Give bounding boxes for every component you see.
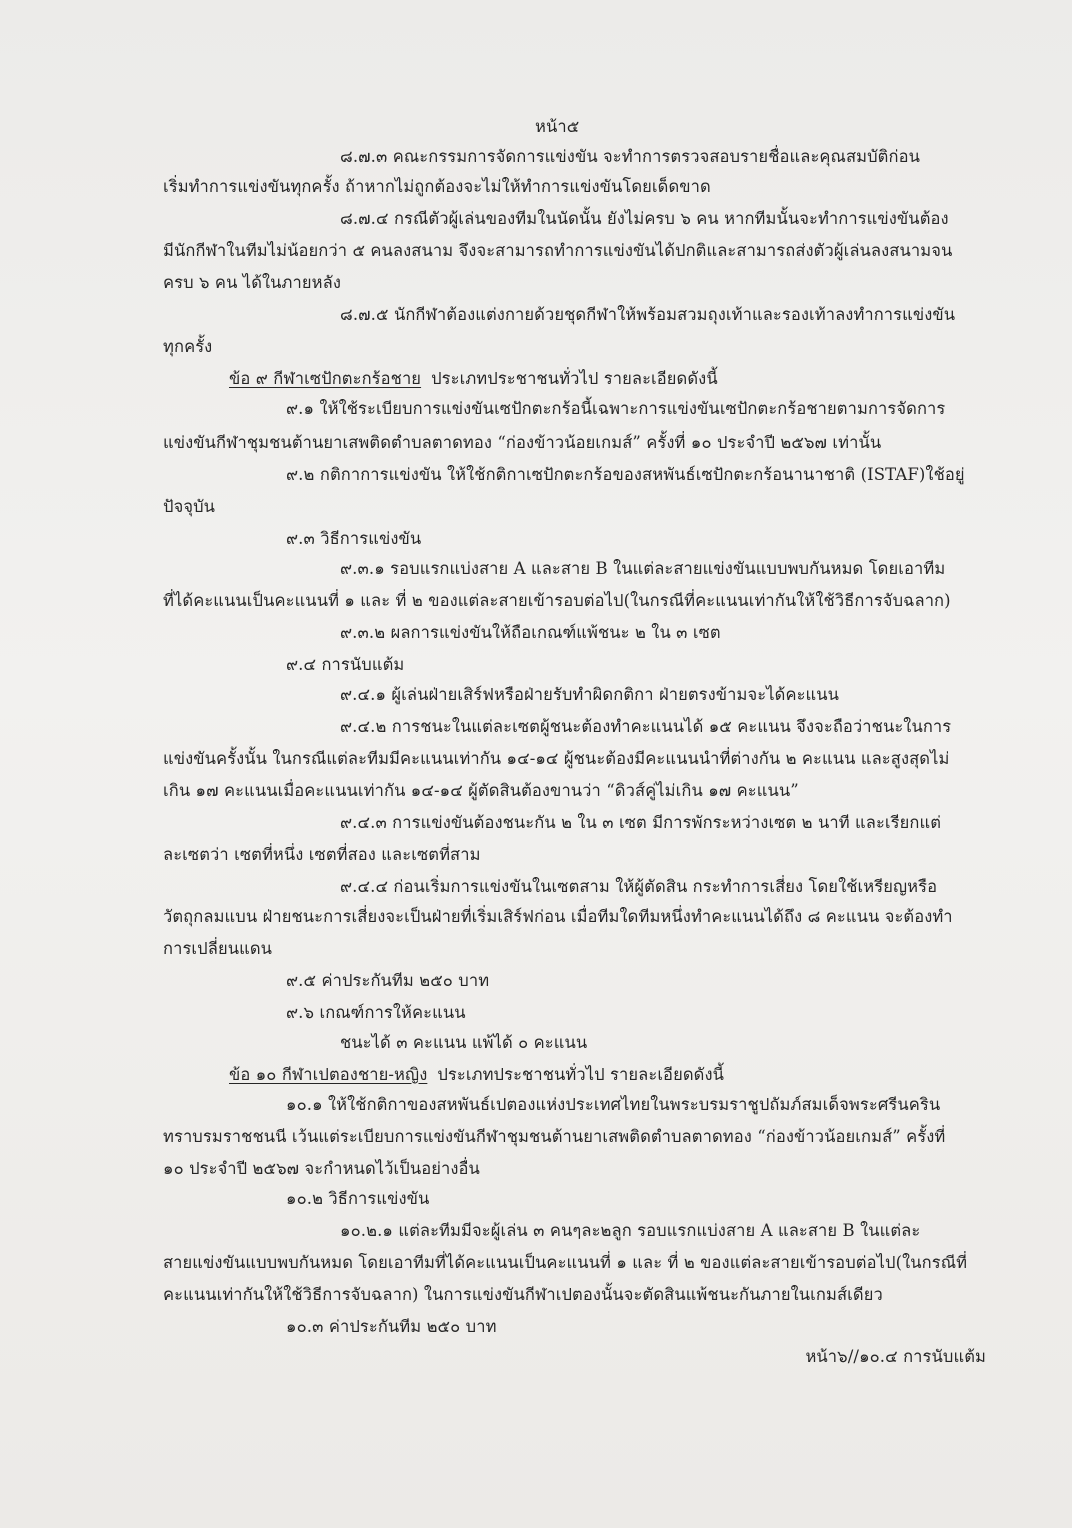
text-line: ๘.๗.๔ กรณีตัวผู้เล่นของทีมในนัดนั้น ยังไม่ครบ ๖ คน หากทีมนั้นจะทำการแข่งขันต้อง: [340, 209, 949, 228]
text-line: มีนักกีฬาในทีมไม่น้อยกว่า ๕ คนลงสนาม จึงจะสามารถทำการแข่งขันได้ปกติและสามารถส่งตัวผู้เล่นลงสนามจน: [163, 241, 953, 260]
text-line: ๙.๓ วิธีการแข่งขัน: [286, 529, 422, 548]
text-line: ๙.๔.๓ การแข่งขันต้องชนะกัน ๒ ใน ๓ เซต มีการพักระหว่างเซต ๒ นาที และเรียกแต่: [340, 813, 942, 832]
text-line: คะแนนเท่ากันให้ใช้วิธีการจับฉลาก) ในการแข่งขันกีฬาเปตองนั้นจะตัดสินแพ้ชนะกันภายในเกมส์เดียว: [163, 1285, 883, 1304]
section-10-subtitle: ประเภทประชาชนทั่วไป รายละเอียดดังนี้: [437, 1065, 725, 1084]
section-9-title: ข้อ ๙ กีฬาเซปักตะกร้อชาย: [229, 369, 422, 388]
text-line: ๘.๗.๕ นักกีฬาต้องแต่งกายด้วยชุดกีฬาให้พร้อมสวมถุงเท้าและรองเท้าลงทำการแข่งขัน: [340, 305, 956, 324]
section-heading: [229, 1064, 724, 1086]
text-line: ที่ได้คะแนนเป็นคะแนนที่ ๑ และ ที่ ๒ ของแต่ละสายเข้ารอบต่อไป(ในกรณีที่คะแนนเท่ากันให้ใช้วิธีการจับฉลาก): [163, 591, 951, 610]
text-line: ๘.๗.๓ คณะกรรมการจัดการแข่งขัน จะทำการตรวจสอบรายชื่อและคุณสมบัติก่อน: [340, 147, 920, 166]
text-line: เริ่มทำการแข่งขันทุกครั้ง ถ้าหากไม่ถูกต้องจะไม่ให้ทำการแข่งขันโดยเด็ดขาด: [163, 177, 711, 196]
text-line: ๙.๓.๒ ผลการแข่งขันให้ถือเกณฑ์แพ้ชนะ ๒ ใน ๓ เซต: [340, 623, 721, 642]
text-line: ๙.๓.๑ รอบแรกแบ่งสาย A และสาย B ในแต่ละสายแข่งขันแบบพบกันหมด โดยเอาทีม: [340, 559, 946, 578]
text-line: วัตถุกลมแบน ฝ่ายชนะการเสี่ยงจะเป็นฝ่ายที่เริ่มเสิร์ฟก่อน เมื่อทีมใดทีมหนึ่งทำคะแนนได้ถึง ๘ คะแนน จะต้องทำ: [163, 907, 953, 926]
text-line: ๙.๕ ค่าประกันทีม ๒๕๐ บาท: [286, 971, 490, 990]
text-line: ๑๐.๑ ให้ใช้กติกาของสหพันธ์เปตองแห่งประเทศไทยในพระบรมราชูปถัมภ์สมเด็จพระศรีนคริน: [286, 1095, 941, 1114]
text-line: ๙.๔ การนับแต้ม: [286, 655, 405, 674]
text-line: ๙.๒ กติกาการแข่งขัน ให้ใช้กติกาเซปักตะกร้อของสหพันธ์เซปักตะกร้อนานาชาติ (ISTAF)ใช้อยู่: [286, 465, 965, 484]
text-line: ๙.๔.๔ ก่อนเริ่มการแข่งขันในเซตสาม ให้ผู้ตัดสิน กระทำการเสี่ยง โดยใช้เหรียญหรือ: [340, 877, 938, 896]
page-header: หน้า๕: [535, 117, 580, 136]
section-heading: [229, 368, 718, 390]
text-line: ๙.๔.๒ การชนะในแต่ละเซตผู้ชนะต้องทำคะแนนได้ ๑๕ คะแนน จึงจะถือว่าชนะในการ: [340, 717, 952, 736]
text-line: ๙.๔.๑ ผู้เล่นฝ่ายเสิร์ฟหรือฝ่ายรับทำผิดกติกา ฝ่ายตรงข้ามจะได้คะแนน: [340, 685, 840, 704]
text-line: ทุกครั้ง: [163, 337, 213, 356]
text-line: ทราบรมราชชนนี เว้นแต่ระเบียบการแข่งขันกีฬาชุมชนต้านยาเสพติดตำบลตาดทอง “ก่องข้าวน้อยเกมส์” ครั้งที่: [163, 1127, 946, 1146]
text-line: ๑๐.๒ วิธีการแข่งขัน: [286, 1189, 430, 1208]
text-line: สายแข่งขันแบบพบกันหมด โดยเอาทีมที่ได้คะแนนเป็นคะแนนที่ ๑ และ ที่ ๒ ของแต่ละสายเข้ารอบต่อไป(ในกรณีที่: [163, 1253, 968, 1272]
text-line: ๙.๑ ให้ใช้ระเบียบการแข่งขันเซปักตะกร้อนี้เฉพาะการแข่งขันเซปักตะกร้อชายตามการจัดการ: [286, 399, 946, 418]
text-line: ๑๐ ประจำปี ๒๕๖๗ จะกำหนดไว้เป็นอย่างอื่น: [163, 1159, 480, 1178]
text-line: แข่งขันครั้งนั้น ในกรณีแต่ละทีมมีคะแนนเท่ากัน ๑๔-๑๔ ผู้ชนะต้องมีคะแนนนำที่ต่างกัน ๒ คะแนน และสูงสุดไม่: [163, 749, 950, 768]
text-line: ละเซตว่า เซตที่หนึ่ง เซตที่สอง และเซตที่สาม: [163, 845, 481, 864]
text-line: ๙.๖ เกณฑ์การให้คะแนน: [286, 1003, 466, 1022]
text-line: แข่งขันกีฬาชุมชนต้านยาเสพติดตำบลตาดทอง “ก่องข้าวน้อยเกมส์” ครั้งที่ ๑๐ ประจำปี ๒๕๖๗ เท่านั้น: [163, 433, 882, 452]
text-line: ปัจจุบัน: [163, 497, 216, 516]
text-line: ครบ ๖ คน ได้ในภายหลัง: [163, 273, 342, 292]
text-line: ชนะได้ ๓ คะแนน แพ้ได้ ๐ คะแนน: [340, 1033, 588, 1052]
text-line: เกิน ๑๗ คะแนนเมื่อคะแนนเท่ากัน ๑๔-๑๔ ผู้ตัดสินต้องขานว่า “ดิวส์คู่ไม่เกิน ๑๗ คะแนน”: [163, 781, 799, 800]
section-9-subtitle: ประเภทประชาชนทั่วไป รายละเอียดดังนี้: [431, 369, 718, 388]
text-line: ๑๐.๓ ค่าประกันทีม ๒๕๐ บาท: [286, 1317, 497, 1336]
text-line: การเปลี่ยนแดน: [163, 939, 273, 958]
section-10-title: ข้อ ๑๐ กีฬาเปตองชาย-หญิง: [229, 1065, 428, 1084]
page-footer: หน้า๖//๑๐.๔ การนับแต้ม: [805, 1347, 986, 1366]
text-line: ๑๐.๒.๑ แต่ละทีมมีจะผู้เล่น ๓ คนๆละ๒ลูก รอบแรกแบ่งสาย A และสาย B ในแต่ละ: [340, 1221, 921, 1240]
